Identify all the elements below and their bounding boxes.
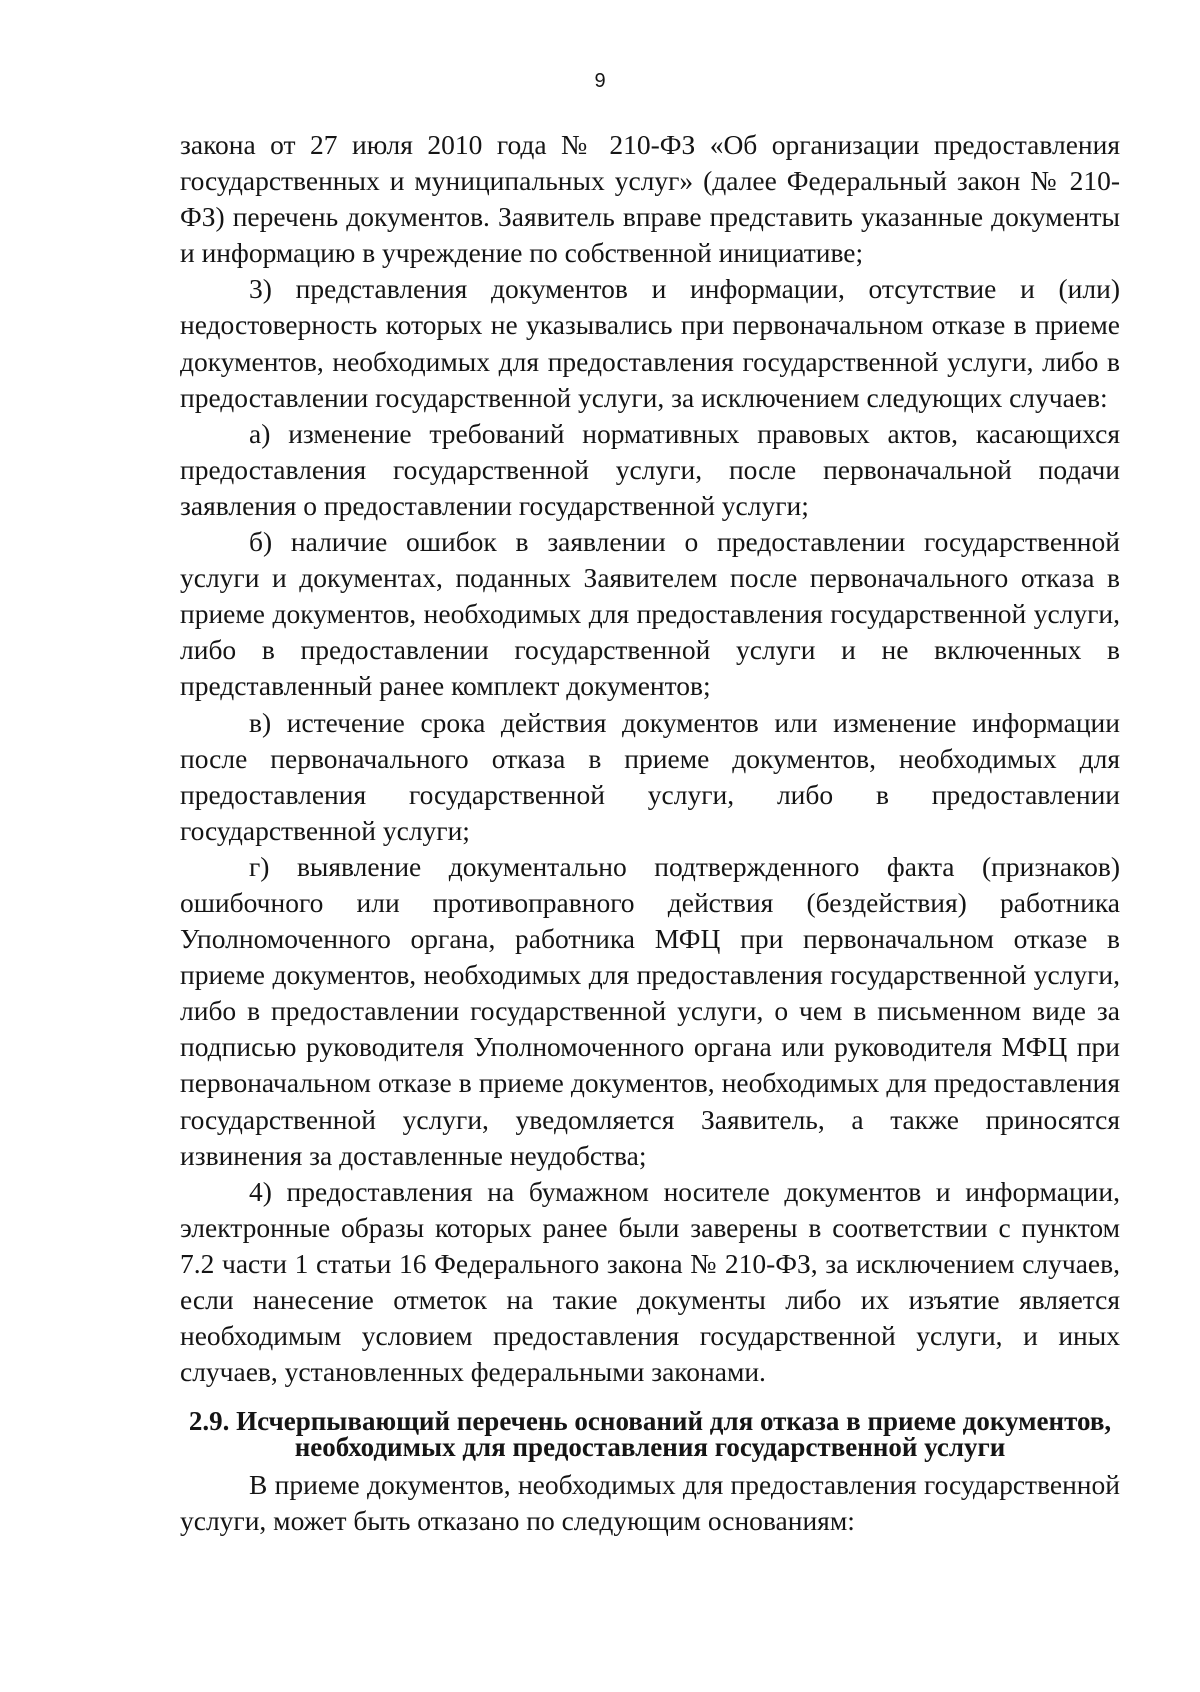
paragraph-item-a: а) изменение требований нормативных правовых актов, касающихся предоставления государственной услуги, после первоначальной подачи заявления о предоставлении государственной услуги; xyxy=(180,417,1120,521)
paragraph-continuation: закона от 27 июля 2010 года № 210-ФЗ «Об организации предоставления государственных и муниципальных услуг» (далее Федеральный закон № 210-ФЗ) перечень документов. Заявитель вправе представить указанные документы и информацию в учреждение по собственной инициативе; xyxy=(180,129,1120,269)
paragraph-item-4: 4) предоставления на бумажном носителе документов и информации, электронные образы которых ранее были заверены в соответствии с пунктом 7.2 части 1 статьи 16 Федерального закона № 210-ФЗ, за исключением случаев, если нанесение отметок на такие документы либо их изъятие является необходимым условием предоставления государственной услуги, и иных случаев, установленных федеральными законами. xyxy=(180,1175,1120,1388)
paragraph-section-intro: В приеме документов, необходимых для предоставления государственной услуги, может быть отказано по следующим основаниям: xyxy=(180,1469,1120,1537)
page-number: 9 xyxy=(594,70,606,92)
section-heading: 2.9. Исчерпывающий перечень оснований для отказа в приеме документов, необходимых для предоставления государственной услуги xyxy=(188,1406,1112,1463)
paragraph-item-v: в) истечение срока действия документов или изменение информации после первоначального отказа в приеме документов, необходимых для предоставления государственной услуги, либо в предоставлении государственной услуги; xyxy=(180,706,1120,846)
paragraph-item-3: 3) представления документов и информации, отсутствие и (или) недостоверность которых не указывались при первоначальном отказе в приеме документов, необходимых для предоставления государственной услуги, либо в предоставлении государственной услуги, за исключением следующих случаев: xyxy=(180,273,1120,413)
paragraph-item-b: б) наличие ошибок в заявлении о предоставлении государственной услуги и документах, поданных Заявителем после первоначального отказа в приеме документов, необходимых для предоставления государственной услуги, либо в предоставлении государственной услуги и не включенных в представленный ранее комплект документов; xyxy=(180,526,1120,702)
document-body xyxy=(180,127,1120,1539)
paragraph-item-g: г) выявление документально подтвержденного факта (признаков) ошибочного или противоправного действия (бездействия) работника Уполномоченного органа, работника МФЦ при первоначальном отказе в приеме документов, необходимых для предоставления государственной услуги, либо в предоставлении государственной услуги, о чем в письменном виде за подписью руководителя Уполномоченного органа или руководителя МФЦ при первоначальном отказе в приеме документов, необходимых для предоставления государственной услуги, уведомляется Заявитель, а также приносятся извинения за доставленные неудобства; xyxy=(180,850,1120,1171)
